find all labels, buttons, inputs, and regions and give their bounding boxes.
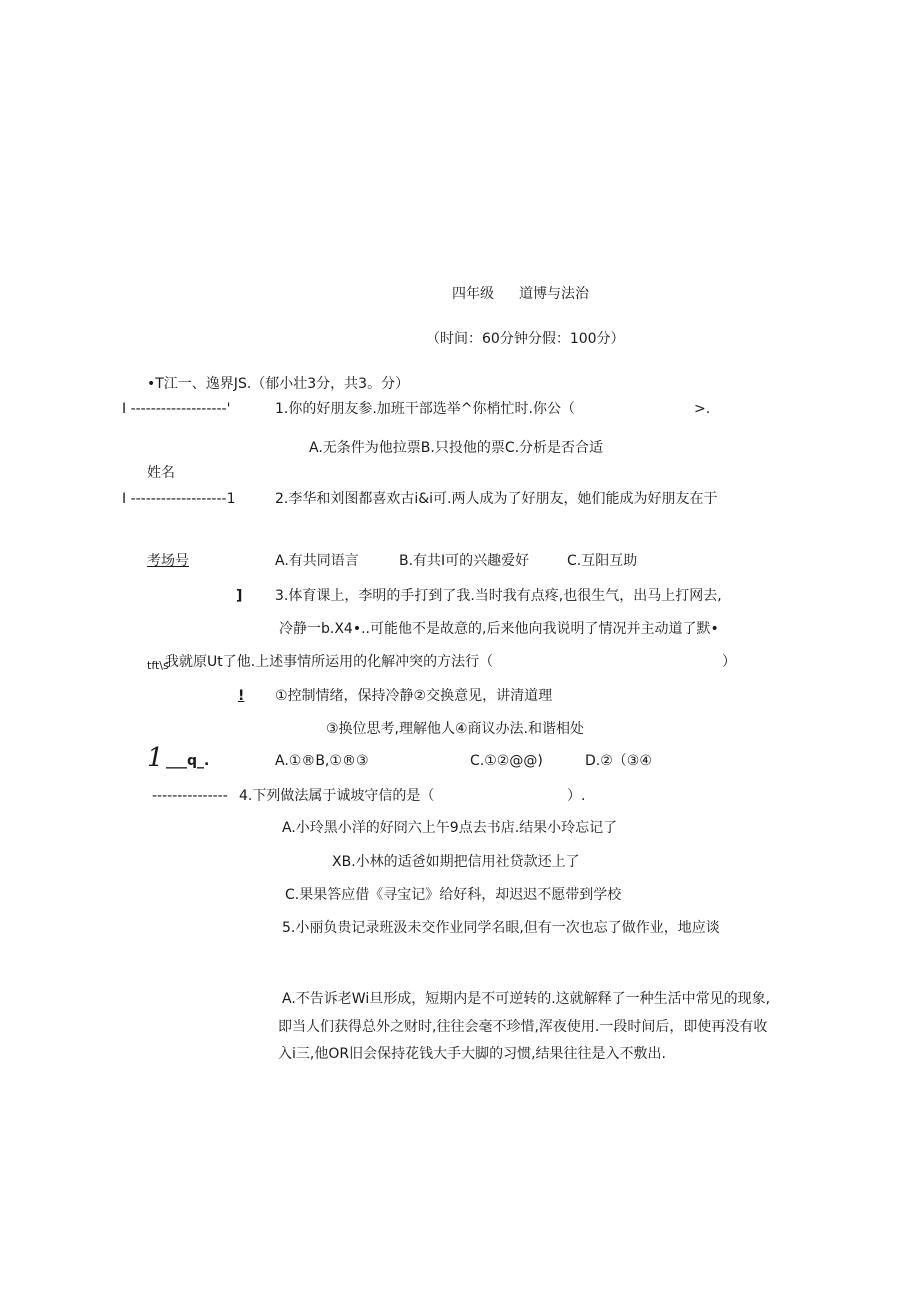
paragraph-line-2: 即当人们获得总外之财时,往往会毫不珍惜,浑夜使用.一段时间后，即使再没有收 <box>278 1019 768 1035</box>
paragraph-line-1: A.不告诉老Wi旦形成，短期内是不可逆转的.这就解释了一种生活中常见的现象, <box>282 991 771 1007</box>
time-info: （时间：60分钟分假：100分） <box>426 331 625 347</box>
question-4-option-c: C.果果答应借《寻宝记》给好科，却迟迟不愿带到学校 <box>285 887 622 903</box>
question-3-line-2: 冷静一b.X4•..可能他不是故意的,后来他向我说明了情况并主动道了默• <box>279 621 719 637</box>
question-3-line-1: 3.体育课上，李明的手打到了我.当时我有点疼,也很生气，出马上打网去, <box>275 588 722 604</box>
margin-dash-line: I -------------------1 <box>122 491 236 507</box>
question-3-option-a: A.①®B,①®③ <box>275 753 369 769</box>
grade-title: 四年级 <box>452 286 494 302</box>
question-2-option-b: B.有共I可的兴趣爱好 <box>399 553 530 569</box>
question-4-option-b: XB.小林的适爸如期把信用社贷款还上了 <box>332 854 580 870</box>
question-3-items-2: ③换位思考,理解他人④商议办法.和谐相处 <box>326 721 585 737</box>
margin-q-mark: ___q_. <box>166 753 210 769</box>
question-2-stem: 2.李华和刘图都喜欢古i&i可.两人成为了好朋友，她们能成为好朋友在于 <box>275 491 718 507</box>
name-label: 姓名 <box>147 465 175 481</box>
margin-small-text: tft\s <box>147 659 169 672</box>
question-4-option-a: A.小玲黑小洋的好冏六上午9点去书店.结果小玲忘记了 <box>282 820 618 836</box>
question-2-option-a: A.有共同语言 <box>275 553 359 569</box>
section-title: •T江一、逸界JS.（郁小壮3分，共3。分） <box>147 376 410 392</box>
question-3-option-d: D.②（③④ <box>585 753 652 769</box>
subject-title: 道博与法治 <box>519 286 589 302</box>
question-1-stem: 1.你的好朋友参.加班干部选举^你梢忙时.你公（ <box>275 401 575 417</box>
margin-mark: ! <box>238 688 245 704</box>
question-3-line-3: 我就原Ut了他.上述事情所运用的化解冲突的方法行（ <box>165 654 494 670</box>
question-4-stem: 4.下列做法属于诚坡守信的是（ <box>239 788 435 804</box>
margin-dash-line: I -------------------' <box>122 401 231 417</box>
question-4-bracket-end: ）. <box>567 788 586 804</box>
paragraph-line-3: 入i三,他OR旧会保持花钱大手大脚的习惯,结果往往是入不敷出. <box>278 1046 666 1062</box>
question-1-options: A.无条件为他拉票B.只投他的票C.分析是否合适 <box>309 440 604 456</box>
question-1-bracket-end: >. <box>694 401 711 417</box>
margin-dash-line: --------------- <box>152 788 228 804</box>
question-3-option-c: C.①②@@) <box>470 753 543 769</box>
margin-big-mark: 1 <box>147 743 164 773</box>
margin-bracket: ] <box>236 588 243 604</box>
question-5-stem: 5.小丽负贵记录班汲未交作业同学名眼,但有一次也忘了做作业，地应谈 <box>282 920 720 936</box>
question-2-option-c: C.互阳互助 <box>567 553 638 569</box>
question-3-items-1: ①控制情绪，保持冷静②交换意见，讲清道理 <box>275 688 553 704</box>
exam-room-label: 考场号 <box>147 553 189 569</box>
question-3-bracket-end: ） <box>722 654 736 670</box>
